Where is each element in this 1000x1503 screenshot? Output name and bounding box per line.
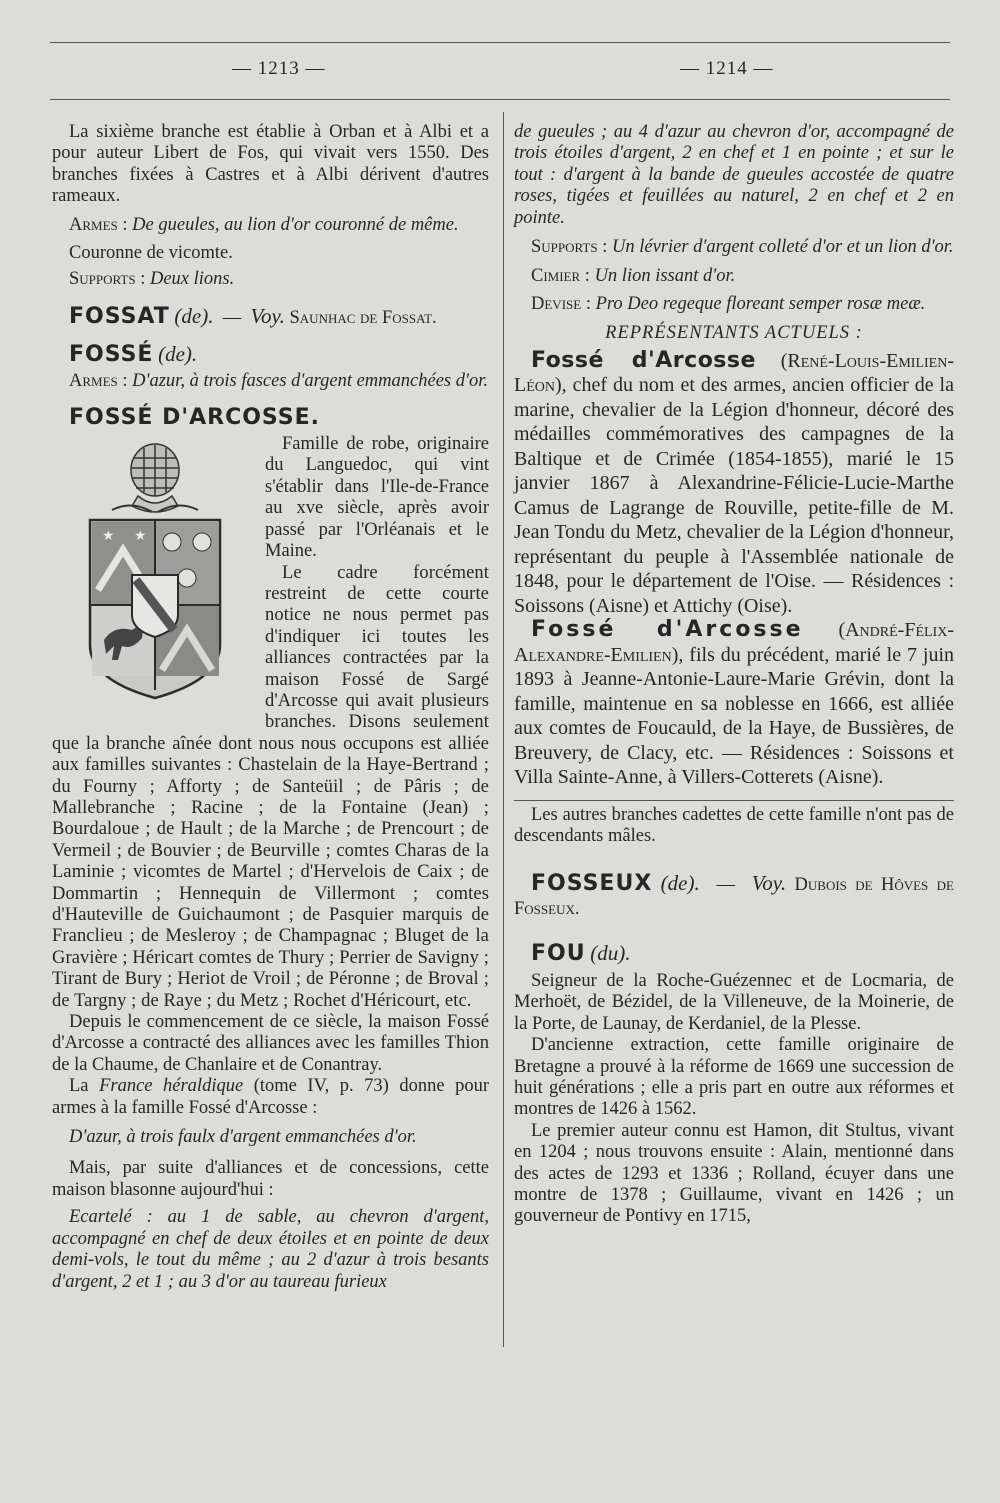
devise-label: Devise [531, 293, 582, 314]
fou-title: FOU [531, 941, 586, 967]
rene-given-names: (René-Louis-Emilien-Léon), [514, 349, 954, 397]
supports-label: Supports [69, 269, 136, 290]
supports-text: Deux lions. [149, 269, 235, 290]
fossat-voy: Voy. [250, 303, 285, 328]
arcosse-concessions: Mais, par suite d'alliances et de concessions, cette maison blasonne aujourd'hui : [52, 1158, 489, 1200]
fou-auteurs: Le premier auteur connu est Hamon, dit Stultus, vivant en 1204 ; nous trouvons ensuite : Alain, mentionné dans des actes de 1293 et 1336 ; Rolland, écuyer dans une montre de 1378 ; Guillaume, vivant en 1426 ; un gouverneur de Pontivy en 1715, [514, 1120, 954, 1227]
arcosse-title: FOSSÉ D'ARCOSSE. [69, 404, 321, 430]
armes-text: De gueules, au lion d'or couronné de même. [132, 214, 459, 235]
devise-text: Pro Deo regeque floreant semper rosæ meæ. [595, 293, 926, 314]
section-rule [514, 800, 954, 801]
autres-branches: Les autres branches cadettes de cette famille n'ont pas de descendants mâles. [514, 804, 954, 847]
rene-name: Fossé d'Arcosse [531, 347, 756, 373]
france-heraldique-title: France héraldique [99, 1076, 244, 1097]
fou-extraction: D'ancienne extraction, cette famille originaire de Bretagne a prouvé à la réforme de 1669 une succession de huit générations ; elle a pris part en outre aux réformes et montres de 1426 à 1562. [514, 1035, 954, 1120]
sixth-branch-paragraph: La sixième branche est établie à Orban et à Albi et a pour auteur Libert de Fos, qui vivait vers 1550. Des branches fixées à Castres et à Albi dérivent d'autres rameaux. [52, 122, 489, 207]
coat-of-arms-image [52, 440, 257, 715]
france-heraldique-paragraph [52, 1076, 489, 1119]
fosse-armes-label: Armes [69, 371, 118, 392]
svg-text:★: ★ [134, 528, 147, 545]
left-page-number: — 1213 — [232, 58, 326, 79]
fossat-entry [52, 305, 489, 330]
fosseux-dash: — [716, 875, 735, 896]
fosse-armes-text: D'azur, à trois fasces d'argent emmanchées d'or. [132, 371, 488, 392]
couronne-line: Couronne de vicomte. [69, 243, 233, 264]
fossat-title: FOSSAT [69, 303, 170, 329]
arcosse-alliances-paragraph: Le cadre forcément restreint de cette courte notice ne nous permet pas d'indiquer ici toutes les alliances contractées par la maison Fossé de Sargé d'Arcosse qui avait plusieurs branches. Disons seulement que la branche aînée dont nous nous occupons est alliée aux familles suivantes : Chastelain de la Haye-Bertrand ; du Fourny ; Afforty ; de Santeüil ; de Pâris ; de Mallebranche ; Racine ; de la Fontaine (Jean) ; Bourdaloue ; de Hault ; de la Marche ; de Prencourt ; de Vermeil ; de Bouvier ; de Beurville ; comtes Charas de la Laminie ; vicomtes de Martel ; d'Hervelois de Caix ; de Dommartin ; Hennequin de Villermont ; comtes d'Hauteville de Guichaumont ; de Pasquier marquis de Franclieu ; de Mesleroy ; de Champagnac ; Bluget de la Gravière ; Héricart comtes de Thury ; Perrier de Savigny ; Tirant de Bury ; Heriot de Vroil ; de Péronne ; de Broval ; de Targny ; de Raye ; du Metz ; Rochet d'Héricourt, etc. [52, 562, 489, 1011]
fossat-particle: (de). [174, 303, 214, 328]
representant-rene [514, 349, 954, 619]
andre-name: Fossé d'Arcosse [531, 617, 804, 643]
fosseux-entry [514, 871, 954, 921]
andre-text: fils du précédent, marié le 7 juin 1893 à Jeanne-Antonie-Laure-Marie Grévin, dont la famille, maintenue en sa noblesse en 1666, est alliée aux comtes de Foucauld, de la Haye, de Bussières, de Breuvery, de Clacy, etc. — Résidences : Soissons et Villa Sainte-Anne, à Villers-Cotterets (Aisne). [514, 643, 954, 789]
cimier-label: Cimier [531, 266, 581, 287]
arcosse-heading [52, 404, 489, 430]
andre-given-names: (André-Félix-Alexandre-Emilien), [514, 619, 954, 666]
fosse-armes: Armes : D'azur, à trois fasces d'argent emmanchées d'or. [69, 371, 488, 392]
arcosse-origin-paragraph: Famille de robe, originaire du Languedoc, qui vint s'établir dans l'Ile-de-France au xve siècle, après avoir passé par l'Orléanais et le Maine. [265, 434, 489, 562]
fosseux-particle: (de). [660, 871, 700, 896]
fosseux-title: FOSSEUX [531, 871, 653, 897]
arcosse-cimier: Cimier : Un lion issant d'or. [531, 266, 736, 287]
fosseux-reference: Dubois de Hôves de Fosseux. [514, 875, 954, 920]
supports-text: Un lévrier d'argent colleté d'or et un lion d'or. [611, 237, 954, 258]
fou-particle: (du). [590, 941, 631, 966]
svg-text:★: ★ [102, 528, 115, 545]
arcosse-blason: D'azur, à trois faulx d'argent emmanchées d'or. [69, 1127, 417, 1148]
column-divider [503, 112, 504, 1347]
fou-seigneuries: Seigneur de la Roche-Guézennec et de Locmaria, de Merhoët, de Bézidel, de la Villeneuve, de la Moinerie, de la Porte, de Launay, de Kerdaniel, de la Plesse. [514, 970, 954, 1034]
representant-andre [514, 618, 954, 790]
fos-supports: Supports : Deux lions. [69, 269, 235, 290]
arcosse-devise: Devise : Pro Deo regeque floreant semper rosæ meæ. [531, 293, 926, 314]
arcosse-ecartele: Ecartelé : au 1 de sable, au chevron d'argent, accompagné en chef de deux étoiles et en pointe de deux demi-vols, le tout du même ; au 2 d'azur à trois besants d'argent, 2 et 1 ; au 3 d'or au taureau furieux [52, 1207, 489, 1292]
fosse-entry [52, 341, 489, 367]
armes-label: Armes [69, 214, 118, 235]
rene-text: chef du nom et des armes, ancien officier de la marine, chevalier de la Légion d'honneur, décoré des médailles commémoratives des campagnes de la Baltique et de Crimée (1854-1855), marié le 15 janvier 1867 à Alexandrine-Félicie-Lucie-Marthe Camus de Lagrange de Rouville, petite-fille de M. Jean Tondu du Metz, chevalier de la Légion d'honneur, représentant du peuple à l'Assemblée nationale de 1848, pour le département de l'Oise. — Résidences : Soissons (Aisne) et Attichy (Oise). [514, 374, 954, 617]
top-rule [50, 42, 950, 43]
fos-armes: Armes : De gueules, au lion d'or couronné de même. [69, 214, 459, 235]
fosse-particle: (de). [158, 341, 198, 366]
fou-entry [514, 943, 954, 966]
arcosse-modern-alliances: Depuis le commencement de ce siècle, la maison Fossé d'Arcosse a contracté des alliances avec les familles Thion de la Chaume, de Chanlaire et de Conantray. [52, 1012, 489, 1075]
arcosse-supports: Supports : Un lévrier d'argent colleté d'or et un lion d'or. [531, 237, 954, 258]
right-column [514, 122, 954, 1228]
right-page-number: — 1214 — [680, 58, 774, 79]
supports-label: Supports [531, 237, 598, 258]
france-heraldique-prefix: La [69, 1076, 89, 1097]
fossat-dash: — [222, 307, 242, 328]
fosse-title: FOSSÉ [69, 341, 154, 367]
blason-continuation: de gueules ; au 4 d'azur au chevron d'or, accompagné de trois étoiles d'argent, 2 en chef et 1 en pointe ; et sur le tout : d'argent à la bande de gueules accostée de quatre roses, tigées et feuillées au naturel, 2 en chef et 2 en pointe. [514, 122, 954, 228]
france-heraldique-suffix: (tome IV, p. 73) donne pour armes à la famille Fossé d'Arcosse : [52, 1076, 490, 1118]
cimier-text: Un lion issant d'or. [594, 266, 736, 287]
fossat-reference: Saunhac de Fossat. [289, 307, 437, 328]
header-rule [50, 99, 950, 100]
left-column [52, 122, 489, 1293]
representants-heading: REPRÉSENTANTS ACTUELS : [605, 323, 863, 344]
fosseux-voy: Voy. [751, 871, 787, 896]
